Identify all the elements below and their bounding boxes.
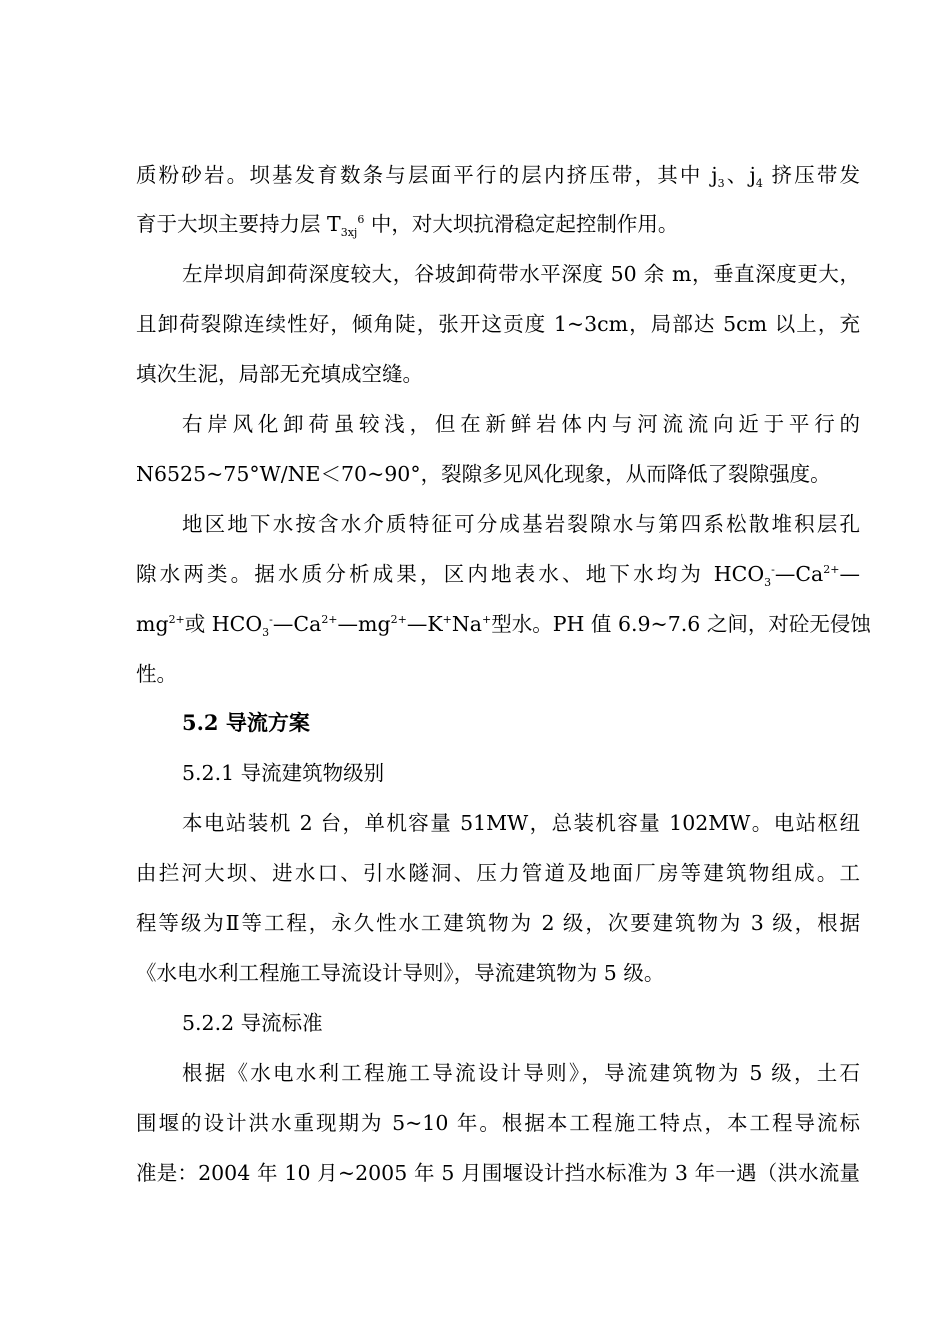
paragraph-line: 程等级为Ⅱ等工程，永久性水工建筑物为 2 级，次要建筑物为 3 级，根据	[136, 911, 860, 935]
paragraph-line: 性。	[136, 662, 177, 686]
paragraph-line: 准是：2004 年 10 月~2005 年 5 月围堰设计挡水标准为 3 年一遇（洪水流量	[136, 1161, 860, 1185]
paragraph-line: $mg^{2+}$或 $HCO_3^-—Ca^{2+}—mg^{2+}—K^+Na^+$型水。PH 值 6.9~7.6 之间，对砼无侵蚀	[136, 612, 871, 640]
paragraph-line: 《水电水利工程施工导流设计导则》，导流建筑物为 5 级。	[136, 961, 665, 985]
subsection-heading: 5.2.2 导流标准	[182, 1011, 323, 1035]
paragraph-line: 育于大坝主要持力层 $T_{3xj}^6$ 中，对大坝抗滑稳定起控制作用。	[136, 212, 679, 240]
paragraph-line: N6525~75°W/NE＜70~90°，裂隙多见风化现象，从而降低了裂隙强度。	[136, 462, 831, 486]
paragraph-line: 本电站装机 2 台，单机容量 51MW，总装机容量 102MW。电站枢纽	[182, 811, 860, 835]
paragraph-line: 右岸风化卸荷虽较浅，但在新鲜岩体内与河流流向近于平行的	[182, 412, 860, 436]
paragraph-line: 填次生泥，局部无充填成空缝。	[136, 362, 423, 386]
paragraph-line: 根据《水电水利工程施工导流设计导则》，导流建筑物为 5 级，土石	[182, 1061, 860, 1085]
paragraph-line: 隙水两类。据水质分析成果，区内地表水、地下水均为 $HCO_3^-—Ca^{2+}—$	[136, 562, 860, 590]
subsection-heading: 5.2.1 导流建筑物级别	[182, 761, 385, 785]
paragraph-line: 围堰的设计洪水重现期为 5~10 年。根据本工程施工特点，本工程导流标	[136, 1111, 860, 1135]
paragraph-line: 由拦河大坝、进水口、引水隧洞、压力管道及地面厂房等建筑物组成。工	[136, 861, 860, 885]
paragraph-line: 质粉砂岩。坝基发育数条与层面平行的层内挤压带，其中 $j_3$、$j_4$ 挤压带发	[136, 163, 860, 191]
paragraph-line: 地区地下水按含水介质特征可分成基岩裂隙水与第四系松散堆积层孔	[182, 512, 860, 536]
paragraph-line: 且卸荷裂隙连续性好，倾角陡，张开这贡度 1~3cm，局部达 5cm 以上，充	[136, 312, 860, 336]
section-heading: 5.2 导流方案	[182, 710, 310, 735]
paragraph-line: 左岸坝肩卸荷深度较大，谷坡卸荷带水平深度 50 余 m，垂直深度更大，	[182, 262, 860, 286]
